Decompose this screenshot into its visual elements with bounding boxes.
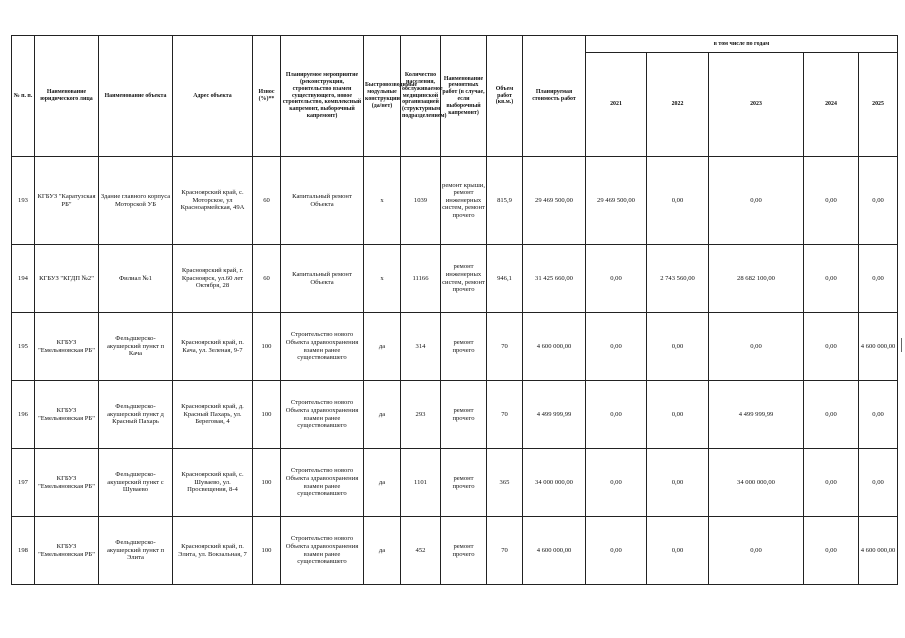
cell-y2025: 0,00 — [859, 449, 898, 517]
cell-y2021: 0,00 — [586, 381, 647, 449]
cell-volume: 365 — [487, 449, 523, 517]
cell-planned-cost: 31 425 660,00 — [523, 245, 586, 313]
header-modular: Быстровозводимые модульные конструкции (да/нет) — [364, 36, 401, 157]
cell-wear: 60 — [253, 245, 281, 313]
cell-y2022: 0,00 — [647, 449, 709, 517]
cell-repair-works: ремонт прочего — [441, 381, 487, 449]
cell-population: 293 — [401, 381, 441, 449]
cell-y2022: 0,00 — [647, 381, 709, 449]
header-year-2025: 2025 — [859, 53, 898, 157]
cell-y2024: 0,00 — [804, 157, 859, 245]
cell-y2023: 4 499 999,99 — [709, 381, 804, 449]
cell-volume: 946,1 — [487, 245, 523, 313]
cell-planned-activity: Строительство нового Объекта здравоохранения взамен ранее существовавшего — [281, 517, 364, 585]
header-year-2024: 2024 — [804, 53, 859, 157]
cell-population: 314 — [401, 313, 441, 381]
cell-object-name: Здание главного корпуса Моторской УБ — [99, 157, 173, 245]
cell-address: Красноярский край, с. Шуваево, ул. Просвещения, 8-4 — [173, 449, 253, 517]
cell-address: Красноярский край, г. Красноярск, ул.60 лет Октября, 28 — [173, 245, 253, 313]
cell-volume: 70 — [487, 517, 523, 585]
cell-num: 195 — [12, 313, 35, 381]
table-row — [12, 517, 898, 585]
cell-y2024: 0,00 — [804, 313, 859, 381]
cell-y2025: 0,00 — [859, 245, 898, 313]
cell-num: 198 — [12, 517, 35, 585]
cell-population: 11166 — [401, 245, 441, 313]
cell-planned-cost: 4 600 000,00 — [523, 517, 586, 585]
cell-y2021: 0,00 — [586, 449, 647, 517]
cell-legal-name: КГБУЗ "КГДП №2" — [35, 245, 99, 313]
cell-modular: х — [364, 157, 401, 245]
cell-y2025: 0,00 — [859, 381, 898, 449]
header-year-2021: 2021 — [586, 53, 647, 157]
table-row — [12, 449, 898, 517]
header-row-top — [12, 36, 898, 53]
cell-y2024: 0,00 — [804, 517, 859, 585]
cell-planned-activity: Строительство нового Объекта здравоохранения взамен ранее существовавшего — [281, 449, 364, 517]
cell-object-name: Фельдшерско-акушерский пункт д Красный Пахарь — [99, 381, 173, 449]
cell-wear: 100 — [253, 313, 281, 381]
cell-population: 1039 — [401, 157, 441, 245]
table-row — [12, 381, 898, 449]
cell-y2023: 28 682 100,00 — [709, 245, 804, 313]
header-volume: Объем работ (кв.м.) — [487, 36, 523, 157]
cell-y2022: 2 743 560,00 — [647, 245, 709, 313]
register-table — [11, 35, 898, 585]
cell-repair-works: ремонт прочего — [441, 313, 487, 381]
cell-address: Красноярский край, с. Моторское, ул Красноармейская, 49А — [173, 157, 253, 245]
cell-modular: да — [364, 313, 401, 381]
table-row — [12, 157, 898, 245]
header-planned-cost: Планируемая стоимость работ — [523, 36, 586, 157]
cell-object-name: Фельдшерско-акушерский пункт п Кача — [99, 313, 173, 381]
header-legal-name: Наименование юридического лица — [35, 36, 99, 157]
cell-y2023: 0,00 — [709, 313, 804, 381]
cell-legal-name: КГБУЗ "Емельяновская РБ" — [35, 313, 99, 381]
cell-legal-name: КГБУЗ "Емельяновская РБ" — [35, 381, 99, 449]
cell-modular: да — [364, 449, 401, 517]
cell-planned-cost: 4 499 999,99 — [523, 381, 586, 449]
cell-modular: х — [364, 245, 401, 313]
cell-repair-works: ремонт крыши, ремонт инженерных систем, ремонт прочего — [441, 157, 487, 245]
cell-population: 1101 — [401, 449, 441, 517]
cell-repair-works: ремонт прочего — [441, 517, 487, 585]
header-planned-activity: Планируемое мероприятие (реконструкция, строительство взамен существующего, новое строительство, комплексный капремонт, выборочный капремонт) — [281, 36, 364, 157]
cell-wear: 100 — [253, 449, 281, 517]
cell-object-name: Фельдшерско-акушерский пункт п Элита — [99, 517, 173, 585]
cell-num: 194 — [12, 245, 35, 313]
cell-wear: 100 — [253, 517, 281, 585]
cell-modular: да — [364, 517, 401, 585]
cell-planned-cost: 29 469 500,00 — [523, 157, 586, 245]
cell-y2025: 4 600 000,00 — [859, 313, 898, 381]
cell-repair-works: ремонт инженерных систем, ремонт прочего — [441, 245, 487, 313]
cell-y2023: 0,00 — [709, 157, 804, 245]
header-object-name: Наименование объекта — [99, 36, 173, 157]
table-row — [12, 313, 898, 381]
header-by-years: в том числе по годам — [586, 36, 898, 53]
cell-y2021: 29 469 500,00 — [586, 157, 647, 245]
cell-y2022: 0,00 — [647, 517, 709, 585]
cell-planned-activity: Капитальный ремонт Объекта — [281, 245, 364, 313]
cell-wear: 100 — [253, 381, 281, 449]
cell-y2021: 0,00 — [586, 313, 647, 381]
cell-planned-cost: 34 000 000,00 — [523, 449, 586, 517]
cell-planned-cost: 4 600 000,00 — [523, 313, 586, 381]
cell-population: 452 — [401, 517, 441, 585]
cell-volume: 70 — [487, 381, 523, 449]
cell-y2025: 0,00 — [859, 157, 898, 245]
cell-y2022: 0,00 — [647, 157, 709, 245]
cell-y2024: 0,00 — [804, 245, 859, 313]
cell-planned-activity: Строительство нового Объекта здравоохранения взамен ранее существовавшего — [281, 313, 364, 381]
cell-y2021: 0,00 — [586, 517, 647, 585]
cell-y2024: 0,00 — [804, 381, 859, 449]
header-wear: Износ (%)** — [253, 36, 281, 157]
cell-num: 197 — [12, 449, 35, 517]
cell-planned-activity: Строительство нового Объекта здравоохранения взамен ранее существовавшего — [281, 381, 364, 449]
cell-y2023: 34 000 000,00 — [709, 449, 804, 517]
header-num: № п. п. — [12, 36, 35, 157]
cell-object-name: Филиал №1 — [99, 245, 173, 313]
cell-volume: 815,9 — [487, 157, 523, 245]
cell-y2024: 0,00 — [804, 449, 859, 517]
cell-y2022: 0,00 — [647, 313, 709, 381]
cell-y2023: 0,00 — [709, 517, 804, 585]
cell-volume: 70 — [487, 313, 523, 381]
margin-mark — [901, 338, 902, 352]
header-year-2023: 2023 — [709, 53, 804, 157]
table-row — [12, 245, 898, 313]
header-address: Адрес объекта — [173, 36, 253, 157]
cell-wear: 60 — [253, 157, 281, 245]
cell-y2021: 0,00 — [586, 245, 647, 313]
cell-legal-name: КГБУЗ "Емельяновская РБ" — [35, 449, 99, 517]
cell-planned-activity: Капитальный ремонт Объекта — [281, 157, 364, 245]
header-repair-works: Наименование ремонтных работ (в случае, если выборочный капремонт) — [441, 36, 487, 157]
cell-modular: да — [364, 381, 401, 449]
cell-address: Красноярский край, п. Кача, ул. Зеленая, 9-7 — [173, 313, 253, 381]
header-population: Количество населения, обслуживаемое медицинской организацией (структурным подразделением) — [401, 36, 441, 157]
cell-num: 193 — [12, 157, 35, 245]
cell-repair-works: ремонт прочего — [441, 449, 487, 517]
cell-address: Красноярский край, п. Элита, ул. Вокзальная, 7 — [173, 517, 253, 585]
cell-legal-name: КГБУЗ "Емельяновская РБ" — [35, 517, 99, 585]
cell-address: Красноярский край, д. Красный Пахарь, ул. Береговая, 4 — [173, 381, 253, 449]
cell-num: 196 — [12, 381, 35, 449]
cell-y2025: 4 600 000,00 — [859, 517, 898, 585]
cell-legal-name: КГБУЗ "Каратузская РБ" — [35, 157, 99, 245]
cell-object-name: Фельдшерско-акушерский пункт с Шуваево — [99, 449, 173, 517]
header-year-2022: 2022 — [647, 53, 709, 157]
